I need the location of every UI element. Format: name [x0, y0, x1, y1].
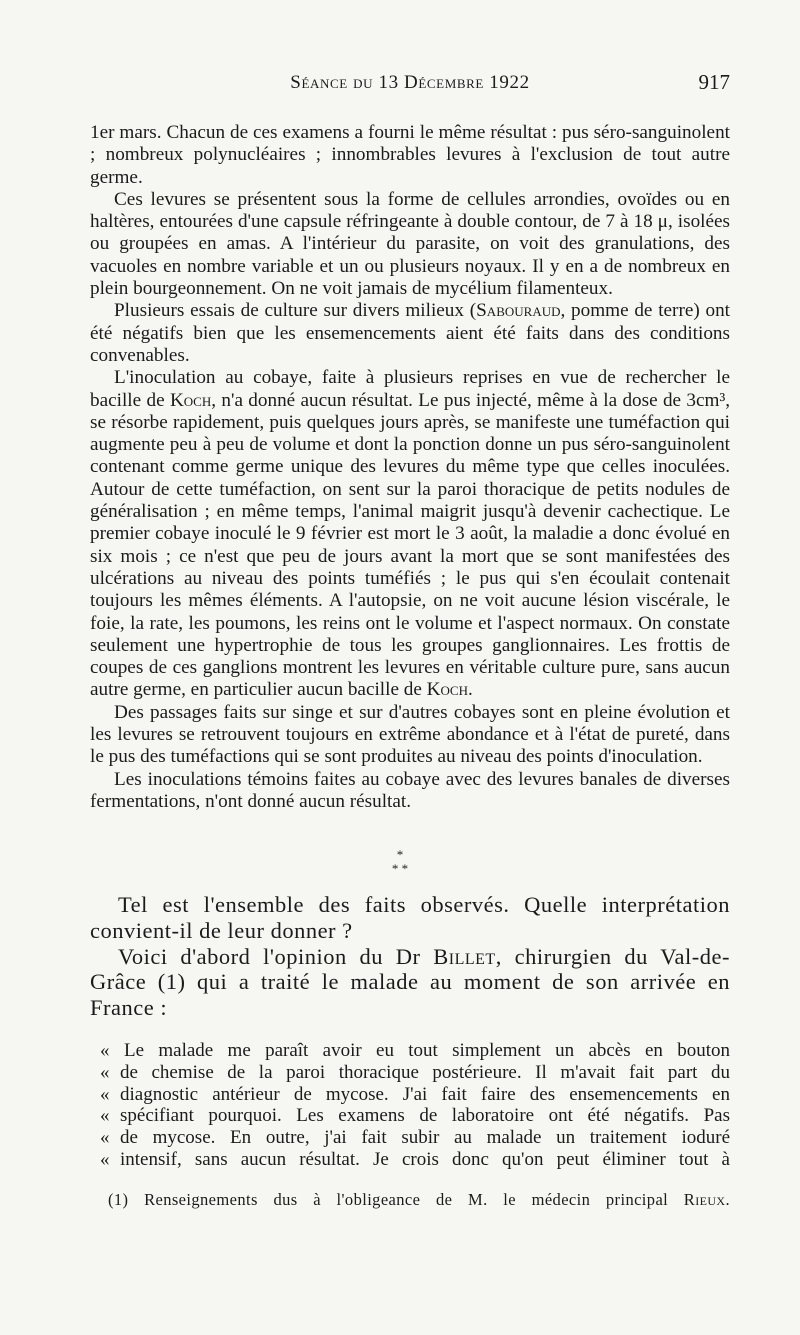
author-name: Rieux	[683, 1190, 726, 1209]
quote-line: « de mycose. En outre, j'ai fait subir au malade un traitement ioduré	[100, 1127, 730, 1149]
header-title: Séance du 13 Décembre 1922	[290, 72, 530, 93]
paragraph: Tel est l'ensemble des faits observés. Quelle interprétation convient-il de leur donner ?	[90, 892, 730, 943]
paragraph: L'inoculation au cobaye, faite à plusieurs reprises en vue de rechercher le bacille de Koch, n'a donné aucun résultat. Le pus injecté, même à la dose de 3cm³, se résorbe rapidement, puis quelques jours après, se manifeste une tuméfaction qui augmente peu à peu de volume et dont la ponction donne un pus séro-sanguinolent contenant comme germe unique des levures du même type que celles inoculées. Autour de cette tuméfaction, on sent sur la paroi thoracique de petits nodules de généralisation ; en même temps, l'animal maigrit jusqu'à devenir cachectique. Le premier cobaye inoculé le 9 février est mort le 3 août, la maladie a donc évolué en six mois ; ce n'est que peu de jours avant la mort que se sont manifestées des ulcérations au niveau des points tuméfiés ; le pus qui s'en écoulait contenait toujours les mêmes éléments. A l'autopsie, on ne voit aucune lésion viscérale, le foie, la rate, les poumons, les reins ont le volume et l'aspect normaux. On constate seulement une hypertrophie de tous les groupes ganglionnaires. Les frottis de coupes de ces ganglions montrent les levures en véritable culture pure, sans aucun autre germe, en particulier aucun bacille de Koch.	[90, 367, 730, 701]
section-separator	[0, 848, 800, 876]
asterisk-top: *	[396, 847, 404, 862]
quotation-block	[100, 1040, 730, 1171]
paragraph: Les inoculations témoins faites au cobaye avec des levures banales de diverses fermentations, n'ont donné aucun résultat.	[90, 768, 730, 812]
paragraph: 1er mars. Chacun de ces examens a fourni le même résultat : pus séro-sanguinolent ; nombreux polynucléaires ; innombrables levures à l'exclusion de tout autre germe.	[90, 122, 730, 188]
page-number: 917	[698, 70, 730, 94]
paragraph: Des passages faits sur singe et sur d'autres cobayes sont en pleine évolution et les levures se retrouvent toujours en extrême abondance et à l'état de pureté, dans le pus des tuméfactions qui se sont produites au niveau des points d'inoculation.	[90, 701, 730, 768]
quote-mark: «	[100, 1148, 110, 1170]
quote-mark: «	[100, 1105, 110, 1127]
quote-mark: «	[100, 1040, 110, 1061]
quote-line: « diagnostic antérieur de mycose. J'ai fait faire des ensemencements en	[100, 1083, 730, 1105]
author-name: Koch	[426, 679, 468, 701]
quote-line: « Le malade me paraît avoir eu tout simplement un abcès en bouton	[100, 1040, 730, 1061]
footnote: (1) Renseignements dus à l'obligeance de M. le médecin principal Rieux.	[108, 1190, 730, 1209]
asterisk-bottom: * *	[391, 861, 409, 876]
author-name: Koch	[169, 389, 212, 411]
paragraph: Plusieurs essais de culture sur divers milieux (Sabouraud, pomme de terre) ont été négatifs bien que les ensemencements aient été faits dans des conditions convenables.	[90, 300, 731, 366]
paragraph: Voici d'abord l'opinion du Dr Billet, chirurgien du Val-de-Grâce (1) qui a traité le malade au moment de son arrivée en France :	[90, 943, 730, 1021]
quote-line: « intensif, sans aucun résultat. Je crois donc qu'on peut éliminer tout à	[100, 1148, 730, 1170]
quote-line: « spécifiant pourquoi. Les examens de laboratoire ont été négatifs. Pas	[100, 1105, 730, 1127]
author-name: Billet	[433, 943, 496, 969]
running-header	[90, 72, 730, 102]
quote-mark: «	[100, 1127, 110, 1149]
author-name: Sabouraud	[476, 300, 561, 322]
quote-mark: «	[100, 1083, 110, 1105]
paragraph: Ces levures se présentent sous la forme de cellules arrondies, ovoïdes ou en haltères, entourées d'une capsule réfringeante à double contour, de 7 à 18 μ, isolées ou groupées en amas. A l'intérieur du parasite, on voit des granulations, des vacuoles en nombre variable et un ou plusieurs noyaux. Il y en a de nombreux en plein bourgeonnement. On ne voit jamais de mycélium filamenteux.	[90, 188, 730, 300]
body-text	[90, 122, 730, 813]
quote-mark: «	[100, 1061, 110, 1083]
large-text	[90, 892, 730, 1021]
quote-line: « de chemise de la paroi thoracique postérieure. Il m'avait fait part du	[100, 1061, 730, 1083]
